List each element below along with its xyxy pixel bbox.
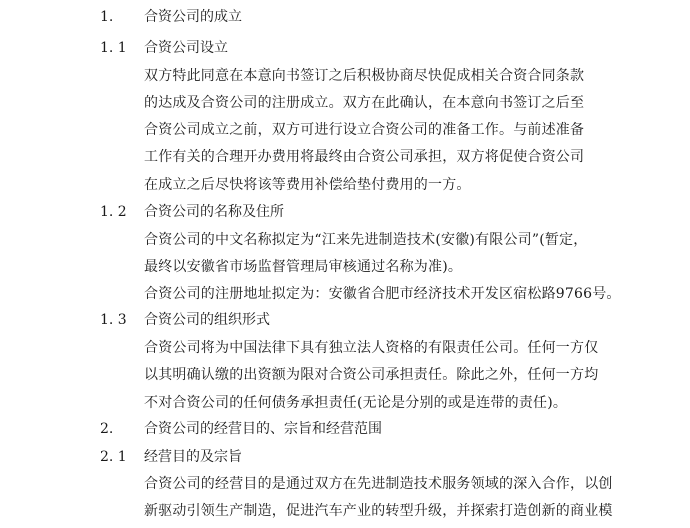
paragraph-text: 在成立之后尽快将该等费用补偿给垫付费用的一方。 xyxy=(144,177,471,193)
section-title: 合资公司的名称及住所 xyxy=(144,204,284,220)
paragraph-text: 合资公司的经营目的是通过双方在先进制造技术服务领域的深入合作，以创 xyxy=(144,476,613,492)
paragraph-line xyxy=(0,63,690,89)
paragraph-text: 合资公司将为中国法律下具有独立法人资格的有限责任公司。任何一方仅 xyxy=(144,340,599,356)
paragraph-line xyxy=(0,90,690,116)
paragraph-text: 以其明确认缴的出资额为限对合资公司承担责任。除此之外，任何一方均 xyxy=(144,367,599,383)
section-number: 2. xyxy=(100,421,114,437)
paragraph-text: 合资公司的中文名称拟定为“江来先进制造技术(安徽)有限公司”(暂定， xyxy=(144,232,588,248)
paragraph-text: 合资公司成立之前，双方可进行设立合资公司的准备工作。与前述准备 xyxy=(144,122,585,138)
paragraph-line xyxy=(0,144,690,170)
section-title: 合资公司设立 xyxy=(144,40,228,56)
paragraph-line xyxy=(0,254,690,280)
subsection-heading-2-1 xyxy=(0,444,690,470)
paragraph-line xyxy=(0,172,690,198)
paragraph-text: 最终以安徽省市场监督管理局审核通过名称为准)。 xyxy=(144,259,463,275)
section-number: 2. 1 xyxy=(100,449,127,465)
paragraph-line xyxy=(0,498,690,524)
paragraph-line xyxy=(0,281,690,307)
paragraph-text: 双方特此同意在本意向书签订之后积极协商尽快促成相关合资合同条款 xyxy=(144,68,585,84)
section-heading-2 xyxy=(0,416,690,442)
paragraph-line xyxy=(0,227,690,253)
section-title: 合资公司的成立 xyxy=(144,9,242,25)
subsection-heading-1-3 xyxy=(0,307,690,333)
paragraph-line xyxy=(0,390,690,416)
section-title: 合资公司的组织形式 xyxy=(144,312,270,328)
paragraph-line xyxy=(0,117,690,143)
section-number: 1. xyxy=(100,9,114,25)
paragraph-text: 不对合资公司的任何债务承担责任(无论是分别的或是连带的责任)。 xyxy=(144,395,568,411)
section-number: 1. 2 xyxy=(100,204,127,220)
section-heading-1 xyxy=(0,4,690,30)
paragraph-text: 工作有关的合理开办费用将最终由合资公司承担，双方将促使合资公司 xyxy=(144,149,585,165)
section-title: 经营目的及宗旨 xyxy=(144,449,242,465)
paragraph-line xyxy=(0,362,690,388)
section-number: 1. 3 xyxy=(100,312,127,328)
paragraph-text: 合资公司的注册地址拟定为：安徽省合肥市经济技术开发区宿松路9766号。 xyxy=(144,286,621,302)
paragraph-text: 新驱动引领生产制造，促进汽车产业的转型升级，并探索打造创新的商业模 xyxy=(144,503,613,519)
subsection-heading-1-2 xyxy=(0,199,690,225)
paragraph-line xyxy=(0,335,690,361)
paragraph-text: 的达成及合资公司的注册成立。双方在此确认，在本意向书签订之后至 xyxy=(144,95,585,111)
subsection-heading-1-1 xyxy=(0,35,690,61)
section-number: 1. 1 xyxy=(100,40,127,56)
paragraph-line xyxy=(0,471,690,497)
section-title: 合资公司的经营目的、宗旨和经营范围 xyxy=(144,421,382,437)
